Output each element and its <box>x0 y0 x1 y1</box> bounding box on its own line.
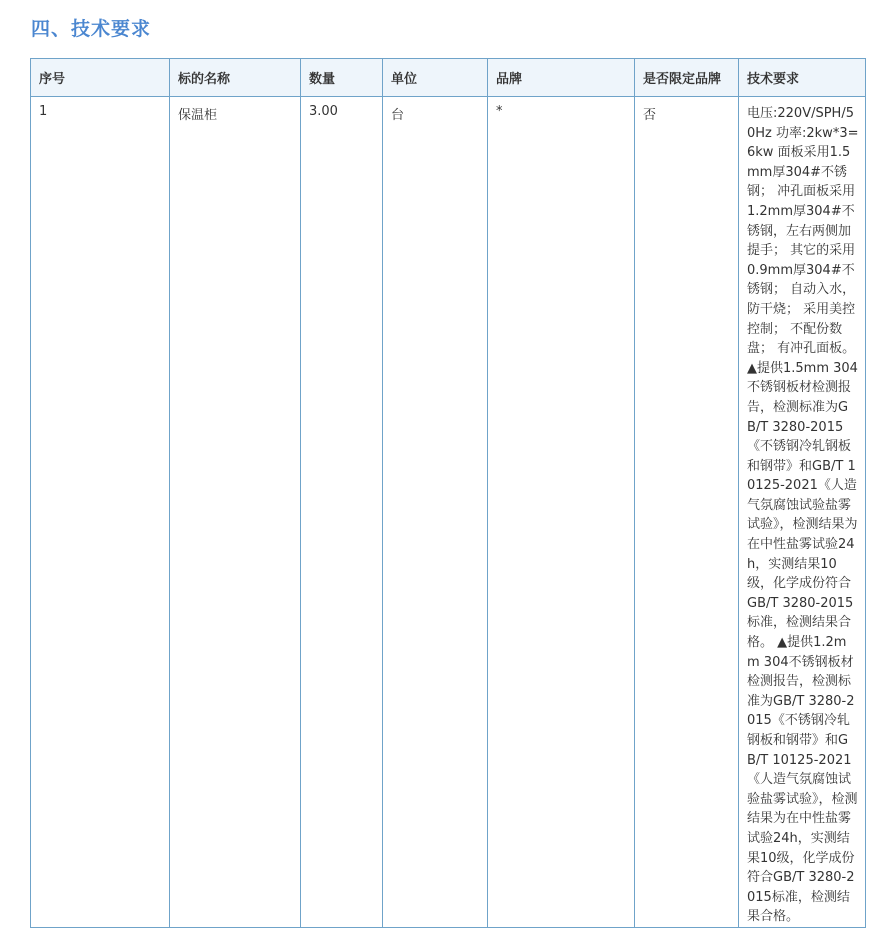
cell-brand: * <box>488 97 635 928</box>
header-quantity: 数量 <box>301 59 383 97</box>
cell-tech-requirements: 电压:220V/SPH/50Hz 功率:2kw*3=6kw 面板采用1.5mm厚304#不锈钢； 冲孔面板采用1.2mm厚304#不锈钢，左右两侧加提手； 其它的采用0.9mm厚304#不锈钢； 自动入水，防干烧； 采用美控控制； 不配份数盘； 有冲孔面板。 ▲提供1.5mm 304不锈钢板材检测报告，检测标准为GB/T 3280-2015《不锈钢冷轧钢板和钢带》和GB/T 10125-2021《人造气氛腐蚀试验盐雾试验》，检测结果为在中性盐雾试验24h，实测结果10级，化学成份符合GB/T 3280-2015标准，检测结果合格。 ▲提供1.2mm 304不锈钢板材检测报告，检测标准为GB/T 3280-2015《不锈钢冷轧钢板和钢带》和GB/T 10125-2021《人造气氛腐蚀试验盐雾试验》，检测结果为在中性盐雾试验24h，实测结果10级，化学成份符合GB/T 3280-2015标准，检测结果合格。 <box>739 97 866 928</box>
cell-item-name: 保温柜 <box>170 97 301 928</box>
section-title: 四、技术要求 <box>31 18 152 40</box>
header-brand: 品牌 <box>488 59 635 97</box>
table-row <box>31 97 866 928</box>
header-tech-requirements: 技术要求 <box>739 59 866 97</box>
header-brand-restricted: 是否限定品牌 <box>635 59 739 97</box>
cell-index: 1 <box>31 97 170 928</box>
header-item-name: 标的名称 <box>170 59 301 97</box>
header-unit: 单位 <box>383 59 488 97</box>
tech-spec-table <box>30 58 866 928</box>
table-header-row <box>31 59 866 97</box>
cell-brand-restricted: 否 <box>635 97 739 928</box>
cell-quantity: 3.00 <box>301 97 383 928</box>
cell-unit: 台 <box>383 97 488 928</box>
header-index: 序号 <box>31 59 170 97</box>
